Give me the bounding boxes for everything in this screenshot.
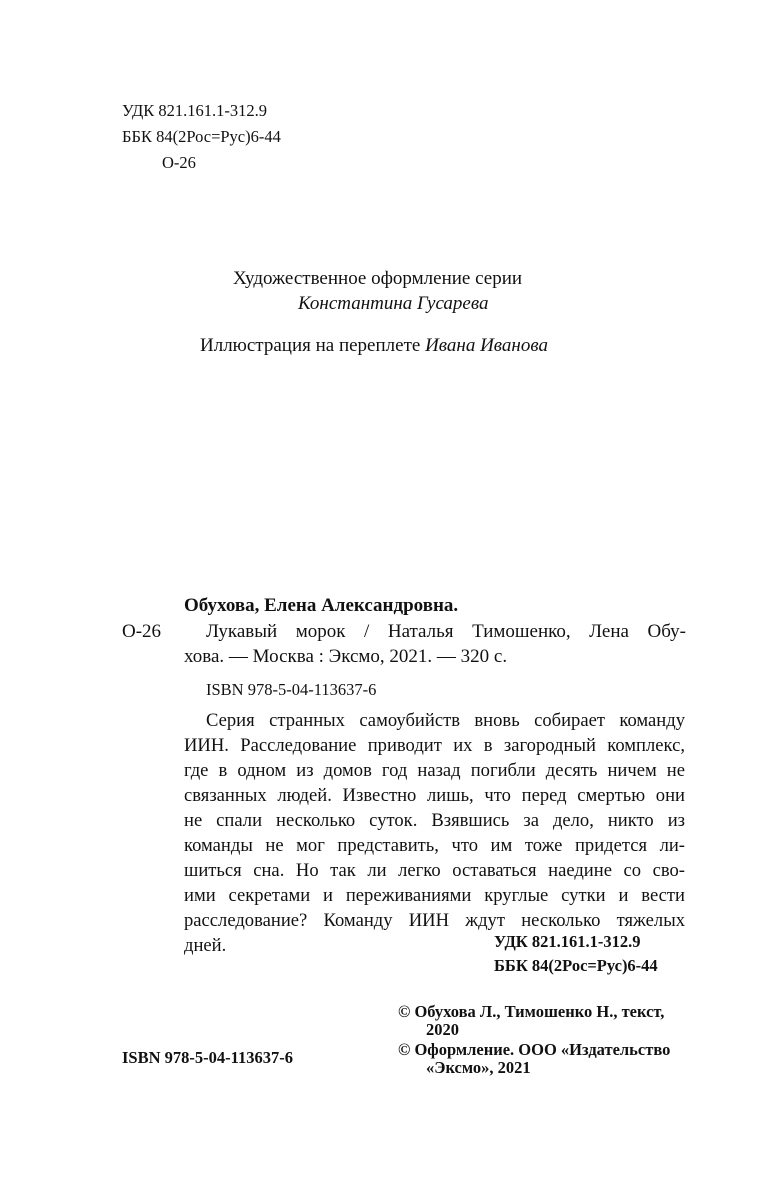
- annotation-line: ИИН. Расследование приводит их в загородный комплекс,: [184, 735, 685, 756]
- title-line-2: хова. — Москва : Эксмо, 2021. — 320 с.: [184, 646, 508, 667]
- isbn-record: ISBN 978-5-04-113637-6: [206, 680, 377, 699]
- copyright-line: © Обухова Л., Тимошенко Н., текст,: [398, 1002, 665, 1021]
- annotation-line: ими секретами и переживаниями круглые сутки и вести: [184, 885, 685, 906]
- copyright-line: «Эксмо», 2021: [426, 1058, 531, 1077]
- udk-code-bottom: УДК 821.161.1-312.9: [494, 932, 641, 951]
- illustration-credit-name: Ивана Иванова: [425, 335, 548, 356]
- title-line-1: Лукавый морок / Наталья Тимошенко, Лена Обу-: [206, 621, 686, 642]
- bbk-code: ББК 84(2Рос=Рус)6-44: [122, 127, 281, 146]
- copyright-line: © Оформление. ООО «Издательство: [398, 1040, 671, 1059]
- annotation-line: связанных людей. Известно лишь, что перед смертью они: [184, 785, 685, 806]
- author-mark: О-26: [162, 153, 196, 172]
- illustration-credit-label: Иллюстрация на переплете: [200, 335, 421, 356]
- author-heading: Обухова, Елена Александровна.: [184, 595, 459, 616]
- annotation-line: команды не мог представить, что им тоже придется ли-: [184, 835, 685, 856]
- annotation-line: расследование? Команду ИИН ждут несколько тяжелых: [184, 910, 685, 931]
- design-credit-name: Константина Гусарева: [298, 293, 489, 314]
- annotation-line: Серия странных самоубийств вновь собирает команду: [206, 710, 685, 731]
- design-credit-label: Художественное оформление серии: [233, 268, 523, 289]
- bbk-code-bottom: ББК 84(2Рос=Рус)6-44: [494, 956, 658, 975]
- annotation-line: где в одном из домов год назад погибли десять ничем не: [184, 760, 685, 781]
- udk-code: УДК 821.161.1-312.9: [122, 101, 268, 120]
- catalog-author-mark: О-26: [122, 621, 162, 642]
- isbn-bottom: ISBN 978-5-04-113637-6: [122, 1048, 293, 1067]
- annotation-line: не спали несколько суток. Взявшись за дело, никто из: [184, 810, 685, 831]
- copyright-line: 2020: [426, 1020, 459, 1039]
- annotation-line: дней.: [184, 935, 227, 956]
- annotation-line: шиться сна. Но так ли легко оставаться наедине со сво-: [184, 860, 685, 881]
- illustration-credit: [200, 335, 548, 357]
